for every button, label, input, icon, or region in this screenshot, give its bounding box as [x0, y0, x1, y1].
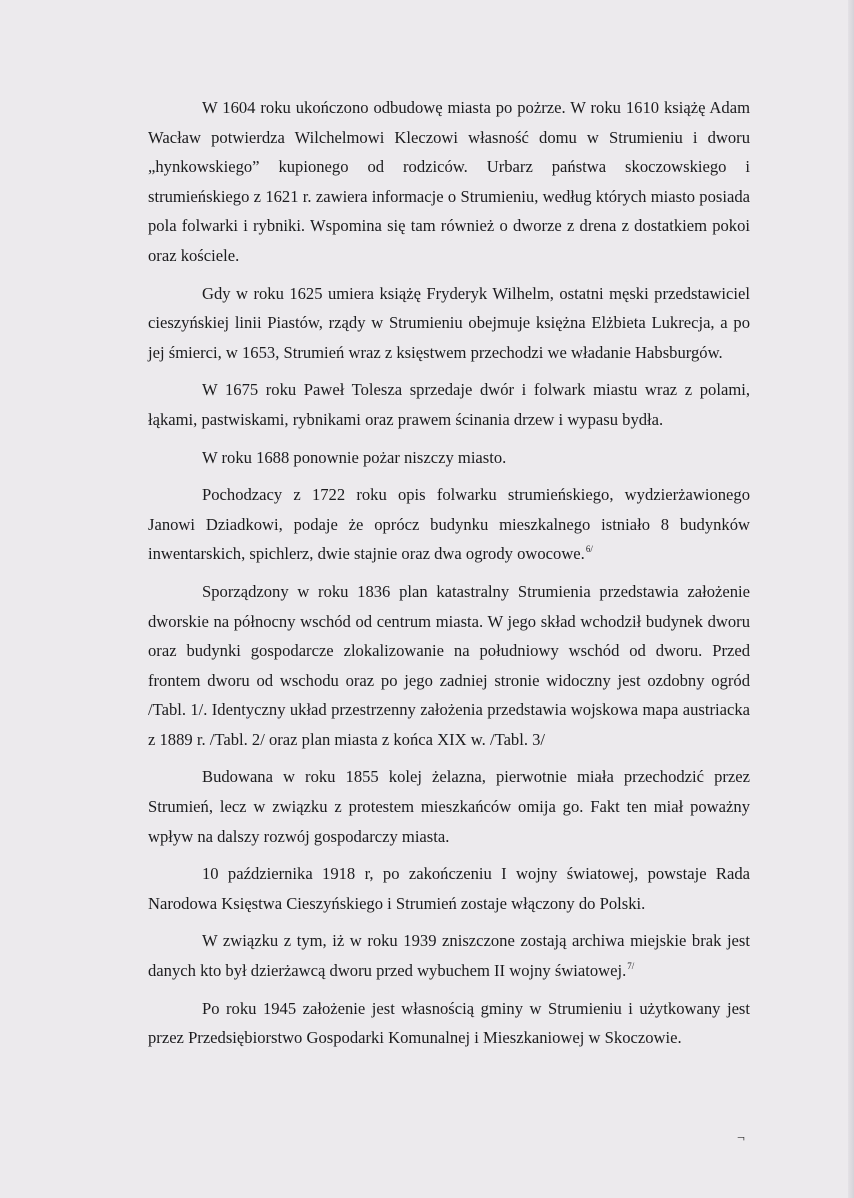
paragraph-1625: Gdy w roku 1625 umiera książę Fryderyk Wilhelm, ostatni męski przedstawiciel cieszyńskiej linii Piastów, rządy w Strumieniu obejmuje księżna Elżbieta Lukrecja, a po jej śmierci, w 1653, Strumień wraz z księstwem przechodzi we władanie Habsburgów.	[148, 283, 750, 362]
paragraph-1604: W 1604 roku ukończono odbudowę miasta po pożrze. W roku 1610 książę Adam Wacław potwierdza Wilchelmowi Kleczowi własność domu w Strumieniu i dworu „hynkowskiego” kupionego od rodziców. Urbarz państwa skoczowskiego i strumieńskiego z 1621 r. zawiera informacje o Strumieniu, według których miasto posiada pola folwarki i rybniki. Wspomina się tam również o dworze z drena z dostatkiem pokoi oraz kościele.	[148, 98, 750, 265]
paragraph-1675: W 1675 roku Paweł Tolesza sprzedaje dwór i folwark miastu wraz z polami, łąkami, pastwiskami, rybnikami oraz prawem ścinania drzew i wypasu bydła.	[148, 380, 750, 429]
body-text	[148, 93, 750, 1061]
paragraph-1836: Sporządzony w roku 1836 plan katastralny Strumienia przedstawia założenie dworskie na północny wschód od centrum miasta. W jego skład wchodził budynek dworu oraz budynki gospodarcze zlokalizowanie na południowy wschód od dworu. Przed frontem dworu od wschodu oraz po jego zadniej stronie widoczny jest ozdobny ogród /Tabl. 1/. Identyczny układ przestrzenny założenia przedstawia wojskowa mapa austriacka z 1889 r. /Tabl. 2/ oraz plan miasta z końca XIX w. /Tabl. 3/	[148, 581, 750, 749]
paragraph-1855: Budowana w roku 1855 kolej żelazna, pierwotnie miała przechodzić przez Strumień, lecz w związku z protestem mieszkańców omija go. Fakt ten miał poważny wpływ na dalszy rozwój gospodarczy miasta.	[148, 767, 750, 846]
corner-mark: ¬	[737, 1131, 745, 1146]
paragraph-1688: W roku 1688 ponownie pożar niszczy miasto.	[202, 447, 507, 467]
page-edge-shadow	[848, 0, 854, 1198]
paragraph-1939: W związku z tym, iż w roku 1939 zniszczone zostają archiwa miejskie brak jest danych kto był dzierżawcą dworu przed wybuchem II wojny światowej.$^{7/}$	[148, 931, 750, 981]
footnote-ref-6: 6/	[585, 544, 593, 555]
footnote-ref-7: 7/	[627, 961, 635, 972]
paragraph-1918: 10 października 1918 r, po zakończeniu I wojny światowej, powstaje Rada Narodowa Księstwa Cieszyńskiego i Strumień zostaje włączony do Polski.	[148, 864, 750, 913]
paragraph-1945: Po roku 1945 założenie jest własnością gminy w Strumieniu i użytkowany jest przez Przedsiębiorstwo Gospodarki Komunalnej i Mieszkaniowej w Skoczowie.	[148, 998, 750, 1048]
paragraph-1722: Pochodzacy z 1722 roku opis folwarku strumieńskiego, wydzierżawionego Janowi Dziadkowi, podaje że oprócz budynku mieszkalnego istniało 8 budynków inwentarskich, spichlerz, dwie stajnie oraz dwa ogrody owocowe.$^{6/}$	[148, 485, 750, 564]
